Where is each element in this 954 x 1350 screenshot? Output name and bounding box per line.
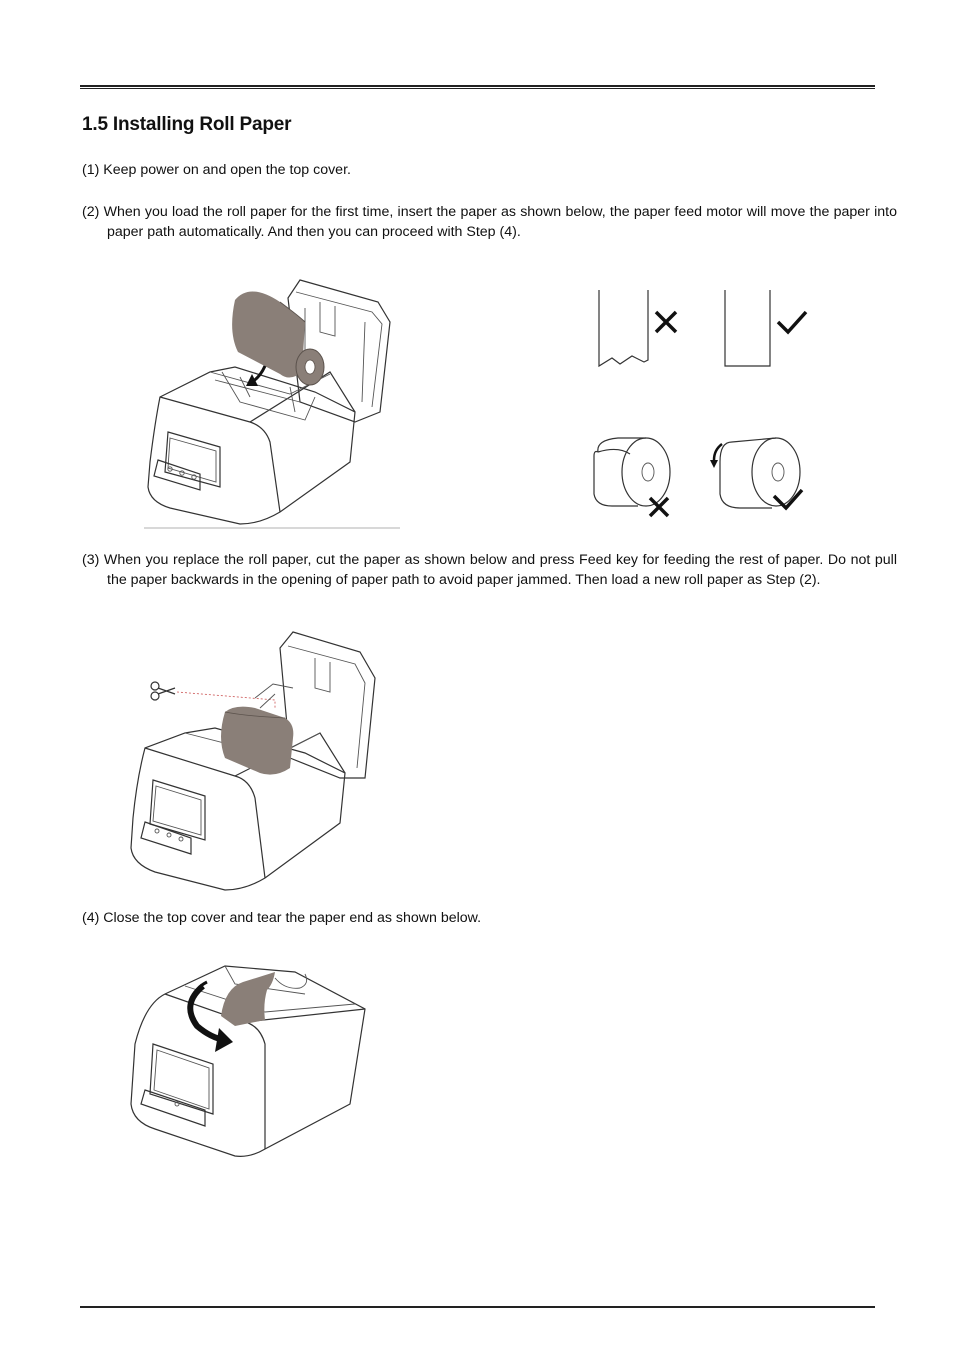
section-heading: 1.5 Installing Roll Paper — [82, 114, 292, 135]
scissors-icon — [151, 682, 175, 700]
step-1-text: (1) Keep power on and open the top cover. — [82, 162, 351, 178]
printer-cut-figure — [125, 628, 385, 894]
step-3-text: (3) When you replace the roll paper, cut the paper as shown below and press Feed key for feeding the rest of paper. Do not pull the paper backwards in the opening of paper path to avoid paper jammed. Then load a new roll paper as Step (2). — [82, 552, 897, 588]
header-rule — [80, 85, 875, 89]
footer-rule — [80, 1306, 875, 1308]
roll-right-figure — [700, 432, 810, 522]
printer-tear-figure — [125, 964, 380, 1164]
paper-edge-right-figure — [718, 288, 818, 368]
roll-wrong-figure — [588, 432, 678, 522]
step-2-text: (2) When you load the roll paper for the first time, insert the paper as shown below, the paper feed motor will move the paper into paper path automatically. And then you can proceed with Step (4). — [82, 204, 897, 240]
step-4-text: (4) Close the top cover and tear the paper end as shown below. — [82, 910, 482, 926]
printer-loading-figure — [140, 262, 405, 532]
paper-edge-wrong-figure — [592, 288, 684, 368]
